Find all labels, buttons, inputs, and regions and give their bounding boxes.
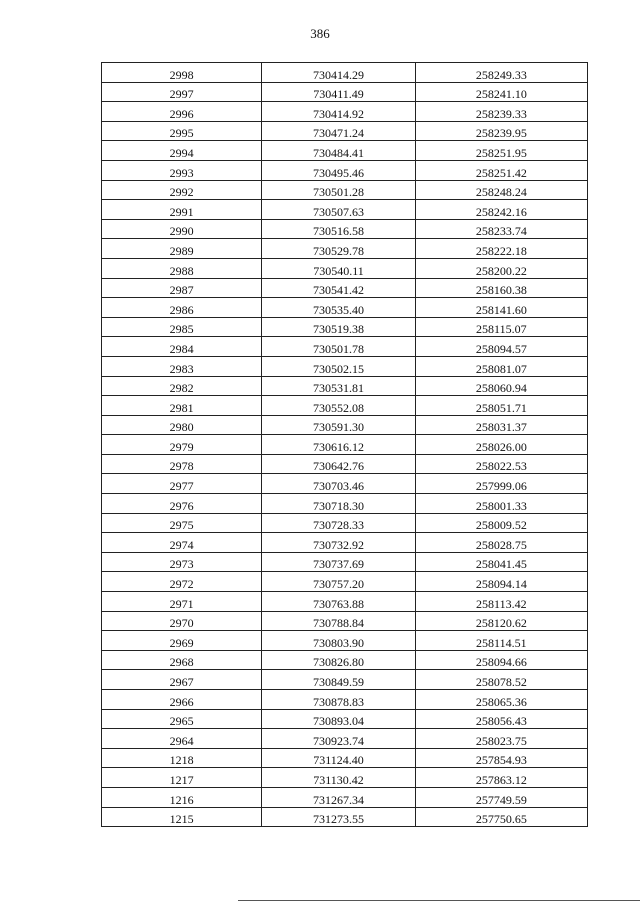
x-coordinate-cell: 730411.49 — [262, 82, 415, 102]
table-row — [102, 180, 588, 200]
table-row — [102, 650, 588, 670]
table-row — [102, 141, 588, 161]
y-coordinate-cell: 258222.18 — [415, 239, 587, 259]
x-coordinate-cell: 730502.15 — [262, 356, 415, 376]
table-row — [102, 317, 588, 337]
x-coordinate-cell: 730737.69 — [262, 552, 415, 572]
point-number-cell: 2980 — [102, 415, 262, 435]
table-row — [102, 337, 588, 357]
table-row — [102, 454, 588, 474]
table-row — [102, 670, 588, 690]
table-row — [102, 298, 588, 318]
table-row — [102, 435, 588, 455]
table-row — [102, 709, 588, 729]
x-coordinate-cell: 730501.28 — [262, 180, 415, 200]
table-row — [102, 690, 588, 710]
y-coordinate-cell: 258248.24 — [415, 180, 587, 200]
x-coordinate-cell: 730616.12 — [262, 435, 415, 455]
x-coordinate-cell: 730591.30 — [262, 415, 415, 435]
x-coordinate-cell: 730878.83 — [262, 690, 415, 710]
table-row — [102, 160, 588, 180]
x-coordinate-cell: 731273.55 — [262, 807, 415, 827]
table-row — [102, 474, 588, 494]
y-coordinate-cell: 257749.59 — [415, 787, 587, 807]
point-number-cell: 2998 — [102, 63, 262, 83]
x-coordinate-cell: 730471.24 — [262, 121, 415, 141]
y-coordinate-cell: 257750.65 — [415, 807, 587, 827]
table-row — [102, 219, 588, 239]
table-row — [102, 239, 588, 259]
table-row — [102, 82, 588, 102]
point-number-cell: 2997 — [102, 82, 262, 102]
point-number-cell: 1218 — [102, 748, 262, 768]
table-row — [102, 200, 588, 220]
y-coordinate-cell: 257863.12 — [415, 768, 587, 788]
y-coordinate-cell: 258078.52 — [415, 670, 587, 690]
y-coordinate-cell: 258239.95 — [415, 121, 587, 141]
y-coordinate-cell: 258051.71 — [415, 396, 587, 416]
y-coordinate-cell: 258081.07 — [415, 356, 587, 376]
table-row — [102, 102, 588, 122]
x-coordinate-cell: 731267.34 — [262, 787, 415, 807]
point-number-cell: 2973 — [102, 552, 262, 572]
y-coordinate-cell: 258009.52 — [415, 513, 587, 533]
y-coordinate-cell: 257999.06 — [415, 474, 587, 494]
x-coordinate-cell: 730788.84 — [262, 611, 415, 631]
table-row — [102, 768, 588, 788]
point-number-cell: 2974 — [102, 533, 262, 553]
x-coordinate-cell: 730803.90 — [262, 631, 415, 651]
coordinate-table — [101, 62, 588, 827]
table-row — [102, 278, 588, 298]
y-coordinate-cell: 258251.42 — [415, 160, 587, 180]
table-row — [102, 258, 588, 278]
point-number-cell: 1217 — [102, 768, 262, 788]
point-number-cell: 2989 — [102, 239, 262, 259]
point-number-cell: 2967 — [102, 670, 262, 690]
y-coordinate-cell: 258031.37 — [415, 415, 587, 435]
x-coordinate-cell: 730414.29 — [262, 63, 415, 83]
x-coordinate-cell: 730516.58 — [262, 219, 415, 239]
x-coordinate-cell: 730541.42 — [262, 278, 415, 298]
x-coordinate-cell: 730826.80 — [262, 650, 415, 670]
y-coordinate-cell: 258141.60 — [415, 298, 587, 318]
y-coordinate-cell: 258028.75 — [415, 533, 587, 553]
y-coordinate-cell: 258094.14 — [415, 572, 587, 592]
x-coordinate-cell: 730728.33 — [262, 513, 415, 533]
y-coordinate-cell: 258242.16 — [415, 200, 587, 220]
table-row — [102, 787, 588, 807]
point-number-cell: 2992 — [102, 180, 262, 200]
x-coordinate-cell: 731130.42 — [262, 768, 415, 788]
point-number-cell: 1216 — [102, 787, 262, 807]
y-coordinate-cell: 258114.51 — [415, 631, 587, 651]
table-row — [102, 494, 588, 514]
table-row — [102, 631, 588, 651]
page-edge-line — [238, 900, 640, 901]
point-number-cell: 2975 — [102, 513, 262, 533]
x-coordinate-cell: 730501.78 — [262, 337, 415, 357]
point-number-cell: 2986 — [102, 298, 262, 318]
y-coordinate-cell: 258160.38 — [415, 278, 587, 298]
table-row — [102, 533, 588, 553]
x-coordinate-cell: 730763.88 — [262, 592, 415, 612]
y-coordinate-cell: 258023.75 — [415, 729, 587, 749]
point-number-cell: 2965 — [102, 709, 262, 729]
point-number-cell: 2982 — [102, 376, 262, 396]
x-coordinate-cell: 730519.38 — [262, 317, 415, 337]
point-number-cell: 2969 — [102, 631, 262, 651]
point-number-cell: 2993 — [102, 160, 262, 180]
y-coordinate-cell: 258022.53 — [415, 454, 587, 474]
coordinate-table-body — [102, 63, 588, 827]
page-number: 386 — [310, 26, 330, 41]
y-coordinate-cell: 258241.10 — [415, 82, 587, 102]
point-number-cell: 1215 — [102, 807, 262, 827]
table-row — [102, 807, 588, 827]
table-row — [102, 592, 588, 612]
point-number-cell: 2995 — [102, 121, 262, 141]
y-coordinate-cell: 258065.36 — [415, 690, 587, 710]
x-coordinate-cell: 731124.40 — [262, 748, 415, 768]
point-number-cell: 2988 — [102, 258, 262, 278]
point-number-cell: 2984 — [102, 337, 262, 357]
point-number-cell: 2990 — [102, 219, 262, 239]
point-number-cell: 2978 — [102, 454, 262, 474]
x-coordinate-cell: 730732.92 — [262, 533, 415, 553]
x-coordinate-cell: 730552.08 — [262, 396, 415, 416]
y-coordinate-cell: 258094.66 — [415, 650, 587, 670]
y-coordinate-cell: 258094.57 — [415, 337, 587, 357]
point-number-cell: 2991 — [102, 200, 262, 220]
x-coordinate-cell: 730893.04 — [262, 709, 415, 729]
table-row — [102, 611, 588, 631]
x-coordinate-cell: 730849.59 — [262, 670, 415, 690]
x-coordinate-cell: 730414.92 — [262, 102, 415, 122]
y-coordinate-cell: 258200.22 — [415, 258, 587, 278]
point-number-cell: 2985 — [102, 317, 262, 337]
x-coordinate-cell: 730703.46 — [262, 474, 415, 494]
table-row — [102, 415, 588, 435]
x-coordinate-cell: 730484.41 — [262, 141, 415, 161]
table-row — [102, 376, 588, 396]
x-coordinate-cell: 730718.30 — [262, 494, 415, 514]
table-row — [102, 63, 588, 83]
table-row — [102, 552, 588, 572]
point-number-cell: 2994 — [102, 141, 262, 161]
x-coordinate-cell: 730923.74 — [262, 729, 415, 749]
x-coordinate-cell: 730535.40 — [262, 298, 415, 318]
x-coordinate-cell: 730495.46 — [262, 160, 415, 180]
point-number-cell: 2996 — [102, 102, 262, 122]
x-coordinate-cell: 730507.63 — [262, 200, 415, 220]
point-number-cell: 2987 — [102, 278, 262, 298]
x-coordinate-cell: 730540.11 — [262, 258, 415, 278]
y-coordinate-cell: 258239.33 — [415, 102, 587, 122]
table-row — [102, 121, 588, 141]
table-row — [102, 513, 588, 533]
y-coordinate-cell: 257854.93 — [415, 748, 587, 768]
table-row — [102, 748, 588, 768]
x-coordinate-cell: 730757.20 — [262, 572, 415, 592]
point-number-cell: 2966 — [102, 690, 262, 710]
y-coordinate-cell: 258251.95 — [415, 141, 587, 161]
y-coordinate-cell: 258041.45 — [415, 552, 587, 572]
y-coordinate-cell: 258001.33 — [415, 494, 587, 514]
y-coordinate-cell: 258120.62 — [415, 611, 587, 631]
table-row — [102, 572, 588, 592]
table-row — [102, 396, 588, 416]
y-coordinate-cell: 258113.42 — [415, 592, 587, 612]
point-number-cell: 2972 — [102, 572, 262, 592]
y-coordinate-cell: 258233.74 — [415, 219, 587, 239]
y-coordinate-cell: 258115.07 — [415, 317, 587, 337]
x-coordinate-cell: 730531.81 — [262, 376, 415, 396]
point-number-cell: 2971 — [102, 592, 262, 612]
point-number-cell: 2970 — [102, 611, 262, 631]
point-number-cell: 2981 — [102, 396, 262, 416]
x-coordinate-cell: 730642.76 — [262, 454, 415, 474]
table-row — [102, 729, 588, 749]
y-coordinate-cell: 258060.94 — [415, 376, 587, 396]
table-row — [102, 356, 588, 376]
y-coordinate-cell: 258249.33 — [415, 63, 587, 83]
y-coordinate-cell: 258026.00 — [415, 435, 587, 455]
y-coordinate-cell: 258056.43 — [415, 709, 587, 729]
point-number-cell: 2968 — [102, 650, 262, 670]
x-coordinate-cell: 730529.78 — [262, 239, 415, 259]
point-number-cell: 2977 — [102, 474, 262, 494]
point-number-cell: 2979 — [102, 435, 262, 455]
point-number-cell: 2976 — [102, 494, 262, 514]
point-number-cell: 2964 — [102, 729, 262, 749]
point-number-cell: 2983 — [102, 356, 262, 376]
